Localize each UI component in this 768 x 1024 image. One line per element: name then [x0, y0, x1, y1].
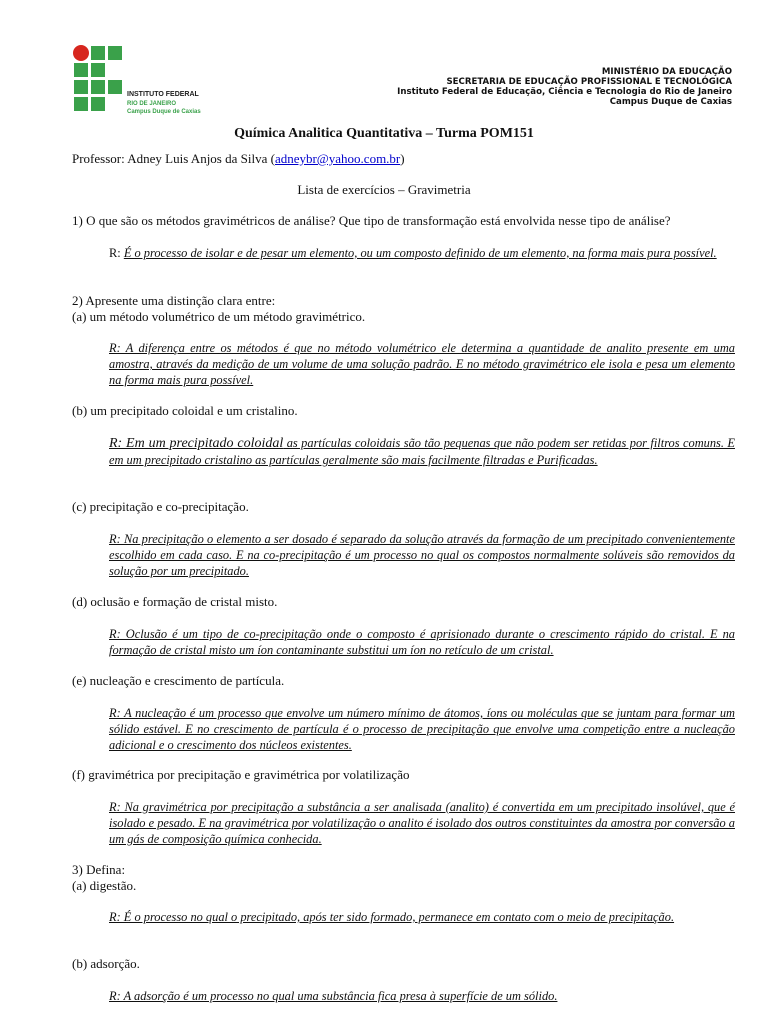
- institution-header: [397, 67, 732, 107]
- question-2e: (e) nucleação e crescimento de partícula.: [72, 673, 285, 688]
- professor-suffix: ): [400, 151, 405, 166]
- answer-3a-text: R: É o processo no qual o precipitado, após ter sido formado, permanece em contato com o meio de precipitação.: [109, 910, 675, 924]
- question-2d: (d) oclusão e formação de cristal misto.: [72, 594, 278, 609]
- question-2a: (a) um método volumétrico de um método gravimétrico.: [72, 309, 366, 324]
- list-subtitle: Lista de exercícios – Gravimetria: [297, 182, 471, 197]
- question-2c: (c) precipitação e co-precipitação.: [72, 499, 249, 514]
- question-3a: (a) digestão.: [72, 878, 137, 893]
- institute-logo: [74, 46, 204, 120]
- question-3b: (b) adsorção.: [72, 956, 140, 971]
- question-2f: (f) gravimétrica por precipitação e gravimétrica por volatilização: [72, 767, 410, 782]
- answer-2b-lead: R: Em um precipitado coloidal: [109, 436, 284, 451]
- answer-2c: [109, 531, 735, 579]
- answer-2b: [109, 435, 735, 468]
- answer-2a-text: R: A diferença entre os métodos é que no método volumétrico ele determina a quantidade de analito presente em uma amostra, através da medição de um volume de uma solução padrão. E no método gravimétrico ele isola e pesa um elemento na forma mais pura possível.: [109, 341, 735, 387]
- professor-prefix: Professor: Adney Luis Anjos da Silva (: [72, 151, 275, 166]
- answer-2c-text: R: Na precipitação o elemento a ser dosado é separado da solução através da formação de um precipitado convenientemente escolhido em cada caso. E na co-precipitação é um processo no qual os compostos normalmente solúveis são removidos da solução por um precipitado.: [109, 532, 735, 578]
- answer-3b: [109, 988, 735, 1004]
- answer-2f-text: R: Na gravimétrica por precipitação a substância a ser analisada (analito) é convertida em um precipitado insolúvel, que é isolado e pesado. E na gravimétrica por volatilização o analito é isolado dos outros constituintes da amostra por conversão a um gás de composição química conhecida.: [109, 800, 735, 846]
- answer-3b-text: R: A adsorção é um processo no qual uma substância fica presa à superfície de um sólido.: [109, 989, 558, 1003]
- header-line3: Instituto Federal de Educação, Ciência e Tecnologia do Rio de Janeiro: [397, 87, 732, 97]
- question-1: 1) O que são os métodos gravimétricos de análise? Que tipo de transformação está envolvida nesse tipo de análise?: [72, 213, 671, 228]
- answer-2b-text: as partículas coloidais são tão pequenas que não podem ser retidas por filtros comuns. E em um precipitado cristalino as partículas geralmente são mais facilmente filtradas e Purificadas.: [109, 436, 735, 467]
- question-2b: (b) um precipitado coloidal e um cristalino.: [72, 403, 298, 418]
- professor-email-link[interactable]: adneybr@yahoo.com.br: [274, 151, 401, 166]
- header-line4: Campus Duque de Caxias: [609, 97, 732, 107]
- answer-1: [109, 245, 735, 261]
- logo-line2: RIO DE JANEIRO: [127, 101, 177, 107]
- professor-line: [72, 151, 405, 167]
- answer-2d: [109, 626, 735, 658]
- question-3-intro: 3) Defina:: [72, 862, 126, 877]
- document-title: Química Analitica Quantitativa – Turma POM151: [234, 126, 534, 141]
- question-2-intro: 2) Apresente uma distinção clara entre:: [72, 293, 276, 308]
- logo-mark-icon: [74, 46, 126, 120]
- answer-1-prefix: R:: [109, 246, 124, 260]
- answer-2e-text: R: A nucleação é um processo que envolve um número mínimo de átomos, íons ou moléculas que se juntam para formar um sólido estável. E no crescimento de partícula é o processo de precipitação que envolve uma competição entre a nucleação adicional e o crescimento dos núcleos existentes.: [109, 706, 735, 752]
- answer-3a: [109, 909, 735, 925]
- answer-2d-text: R: Oclusão é um tipo de co-precipitação onde o composto é aprisionado durante o crescimento rápido do cristal. E na formação de cristal misto um íon contaminante substitui um íon no retículo de um cristal.: [109, 627, 735, 657]
- logo-line3: Campus Duque de Caxias: [127, 109, 201, 115]
- answer-2f: [109, 799, 735, 847]
- answer-1-text: É o processo de isolar e de pesar um elemento, ou um composto definido de um elemento, na forma mais pura possível.: [123, 246, 717, 260]
- logo-line1: INSTITUTO FEDERAL: [127, 91, 199, 98]
- header-line2: SECRETARIA DE EDUCAÇÃO PROFISSIONAL E TECNOLÓGICA: [446, 77, 732, 87]
- answer-2e: [109, 705, 735, 753]
- logo-red-dot: [73, 45, 89, 61]
- header-line1: MINISTÉRIO DA EDUCAÇÃO: [601, 67, 732, 77]
- answer-2a: [109, 340, 735, 388]
